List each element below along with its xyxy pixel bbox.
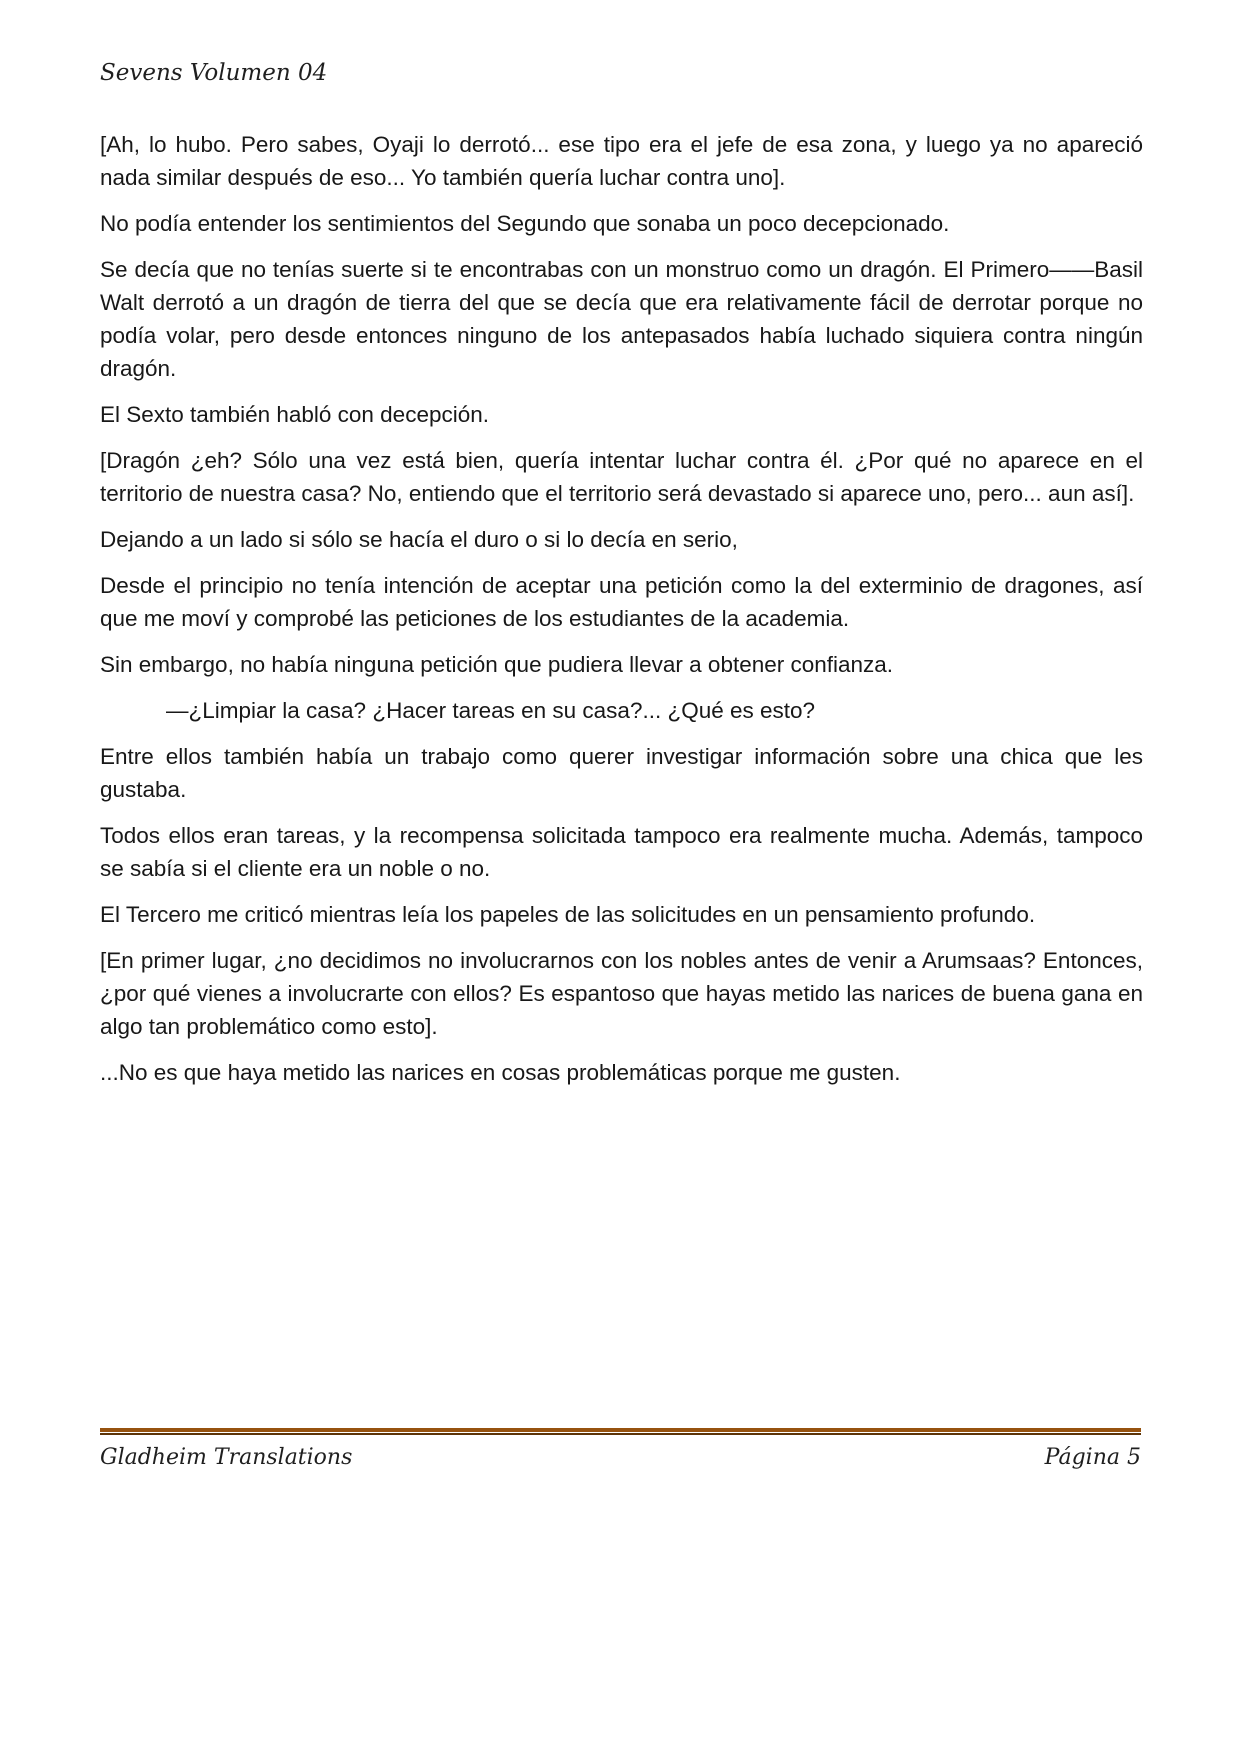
- paragraph: ...No es que haya metido las narices en cosas problemáticas porque me gusten.: [100, 1060, 901, 1085]
- paragraph: El Tercero me criticó mientras leía los papeles de las solicitudes en un pensamiento profundo.: [100, 902, 1036, 927]
- paragraph: No podía entender los sentimientos del Segundo que sonaba un poco decepcionado.: [100, 211, 950, 236]
- paragraph: [Ah, lo hubo. Pero sabes, Oyaji lo derrotó... ese tipo era el jefe de esa zona, y luego ya no apareció nada similar después de eso... Yo también quería luchar contra uno].: [100, 132, 1143, 190]
- footer-translator-credit: Gladheim Translations: [100, 1445, 353, 1470]
- footer-divider: [100, 1428, 1141, 1435]
- paragraph-indented: —¿Limpiar la casa? ¿Hacer tareas en su casa?... ¿Qué es esto?: [166, 698, 816, 723]
- paragraph: Todos ellos eran tareas, y la recompensa solicitada tampoco era realmente mucha. Además, tampoco se sabía si el cliente era un noble o no.: [100, 823, 1143, 881]
- footer-page-number: Página 5: [1044, 1445, 1141, 1470]
- paragraph: Entre ellos también había un trabajo como querer investigar información sobre una chica que les gustaba.: [100, 744, 1143, 802]
- footer-divider-thick-line: [100, 1428, 1141, 1432]
- document-title: Sevens Volumen 04: [100, 60, 328, 86]
- paragraph: Se decía que no tenías suerte si te encontrabas con un monstruo como un dragón. El Primero——Basil Walt derrotó a un dragón de tierra del que se decía que era relativamente fácil de derrotar porque no podía volar, pero desde entonces ninguno de los antepasados había luchado siquiera contra ningún dragón.: [100, 257, 1143, 381]
- page-footer: [100, 1428, 1141, 1470]
- footer-divider-thin-line: [100, 1433, 1141, 1435]
- paragraph: Dejando a un lado si sólo se hacía el duro o si lo decía en serio,: [100, 527, 738, 552]
- document-body: [100, 128, 1143, 1102]
- paragraph: Desde el principio no tenía intención de aceptar una petición como la del exterminio de dragones, así que me moví y comprobé las peticiones de los estudiantes de la academia.: [100, 573, 1143, 631]
- paragraph: El Sexto también habló con decepción.: [100, 402, 490, 427]
- paragraph: Sin embargo, no había ninguna petición que pudiera llevar a obtener confianza.: [100, 652, 894, 677]
- page-header: [100, 60, 1141, 86]
- paragraph: [En primer lugar, ¿no decidimos no involucrarnos con los nobles antes de venir a Arumsaas? Entonces, ¿por qué vienes a involucrarte con ellos? Es espantoso que hayas metido las narices de buena gana en algo tan problemático como esto].: [100, 948, 1143, 1039]
- paragraph: [Dragón ¿eh? Sólo una vez está bien, quería intentar luchar contra él. ¿Por qué no aparece en el territorio de nuestra casa? No, entiendo que el territorio será devastado si aparece uno, pero... aun así].: [100, 448, 1143, 506]
